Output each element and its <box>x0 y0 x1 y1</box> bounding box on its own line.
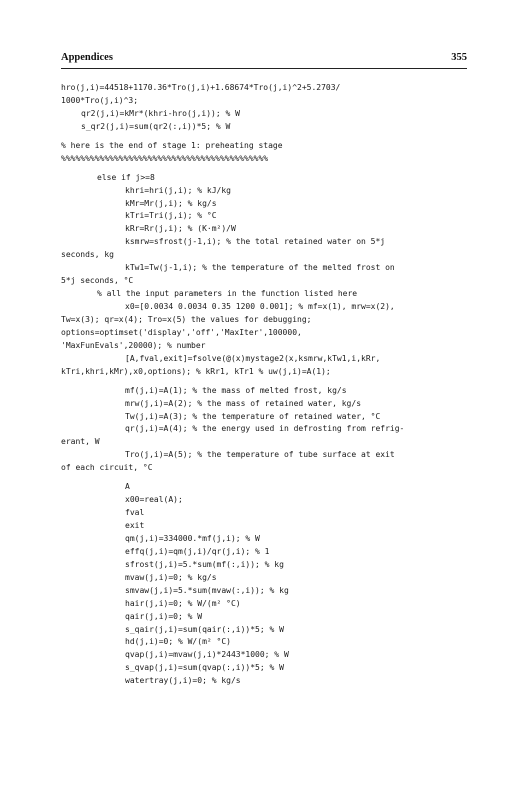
code-line: qvap(j,i)=mvaw(j,i)*2443*1000; % W <box>125 650 289 660</box>
code-line: 5*j seconds, °C <box>61 276 134 286</box>
code-line: fval <box>125 508 145 518</box>
code-line: hair(j,i)=0; % W/(m² °C) <box>125 598 241 608</box>
code-line: kTri=Tri(j,i); % °C <box>125 211 217 221</box>
code-line: kTri,khri,kMr),x0,options); % kRr1, kTr1 % uw(j,i)=A(1); <box>61 366 331 376</box>
code-line: erant, W <box>61 437 100 447</box>
code-line: exit <box>125 521 145 530</box>
code-line: Tw(j,i)=A(3); % the temperature of retained water, °C <box>125 411 381 421</box>
code-line: mf(j,i)=A(1); % the mass of melted frost, kg/s <box>125 385 347 395</box>
code-line: [A,fval,exit]=fsolve(@(x)mystage2(x,ksmrw,kTw1,i,kRr, <box>125 353 381 363</box>
code-line: qr2(j,i)=kMr*(khri-hro(j,i)); % W <box>81 108 240 118</box>
code-line: kTw1=Tw(j-1,i); % the temperature of the melted frost on <box>125 263 395 273</box>
code-line: qair(j,i)=0; % W <box>125 611 203 621</box>
section-title: Appendices <box>61 52 113 63</box>
code-line: else if j>=8 <box>97 172 155 182</box>
code-line: watertray(j,i)=0; % kg/s <box>125 676 241 686</box>
code-line: % all the input parameters in the function listed here <box>97 289 358 299</box>
code-line: x00=real(A); <box>125 495 183 505</box>
code-line: sfrost(j,i)=5.*sum(mf(:,i)); % kg <box>125 559 284 569</box>
code-line: s_qvap(j,i)=sum(qvap(:,i))*5; % W <box>125 663 284 673</box>
code-line: ksmrw=sfrost(j-1,i); % the total retained water on 5*j <box>125 237 386 247</box>
code-line: % here is the end of stage 1: preheating stage <box>61 140 283 150</box>
code-line: Tro(j,i)=A(5); % the temperature of tube surface at exit <box>125 450 395 460</box>
code-line: %%%%%%%%%%%%%%%%%%%%%%%%%%%%%%%%%%%%%%%%%%% <box>61 153 269 163</box>
page-number: 355 <box>451 52 467 63</box>
code-line: of each circuit, °C <box>61 463 153 473</box>
code-line: 1000*Tro(j,i)^3; <box>61 95 139 105</box>
code-line: s_qr2(j,i)=sum(qr2(:,i))*5; % W <box>81 121 231 131</box>
code-line: s_qair(j,i)=sum(qair(:,i))*5; % W <box>125 624 284 634</box>
code-line: hro(j,i)=44518+1170.36*Tro(j,i)+1.68674*Tro(j,i)^2+5.2703/ <box>61 83 341 92</box>
code-line: smvaw(j,i)=5.*sum(mvaw(:,i)); % kg <box>125 585 289 595</box>
code-line: x0=[0.0034 0.0034 0.35 1200 0.001]; % mf=x(1), mrw=x(2), <box>125 302 395 311</box>
code-line: mvaw(j,i)=0; % kg/s <box>125 572 217 582</box>
code-line: 'MaxFunEvals',20000); % number <box>61 340 206 350</box>
code-line: hd(j,i)=0; % W/(m² °C) <box>125 637 231 647</box>
code-line: Tw=x(3); qr=x(4); Tro=x(5) the values for debugging; <box>61 314 312 324</box>
header-rule <box>61 68 467 69</box>
code-line: mrw(j,i)=A(2); % the mass of retained water, kg/s <box>125 398 362 408</box>
code-line: kMr=Mr(j,i); % kg/s <box>125 198 217 208</box>
code-line: options=optimset('display','off','MaxIter',100000, <box>61 327 302 337</box>
code-line: kRr=Rr(j,i); % (K·m²)/W <box>125 224 236 234</box>
page-header <box>61 52 467 68</box>
code-line: seconds, kg <box>61 250 114 260</box>
code-line: khri=hri(j,i); % kJ/kg <box>125 185 231 195</box>
matlab-code-listing <box>61 82 467 688</box>
code-line: qr(j,i)=A(4); % the energy used in defrosting from refrig- <box>125 424 405 434</box>
code-line: qm(j,i)=334000.*mf(j,i); % W <box>125 533 260 543</box>
code-line: effq(j,i)=qm(j,i)/qr(j,i); % 1 <box>125 546 270 556</box>
code-line: A <box>125 482 130 492</box>
